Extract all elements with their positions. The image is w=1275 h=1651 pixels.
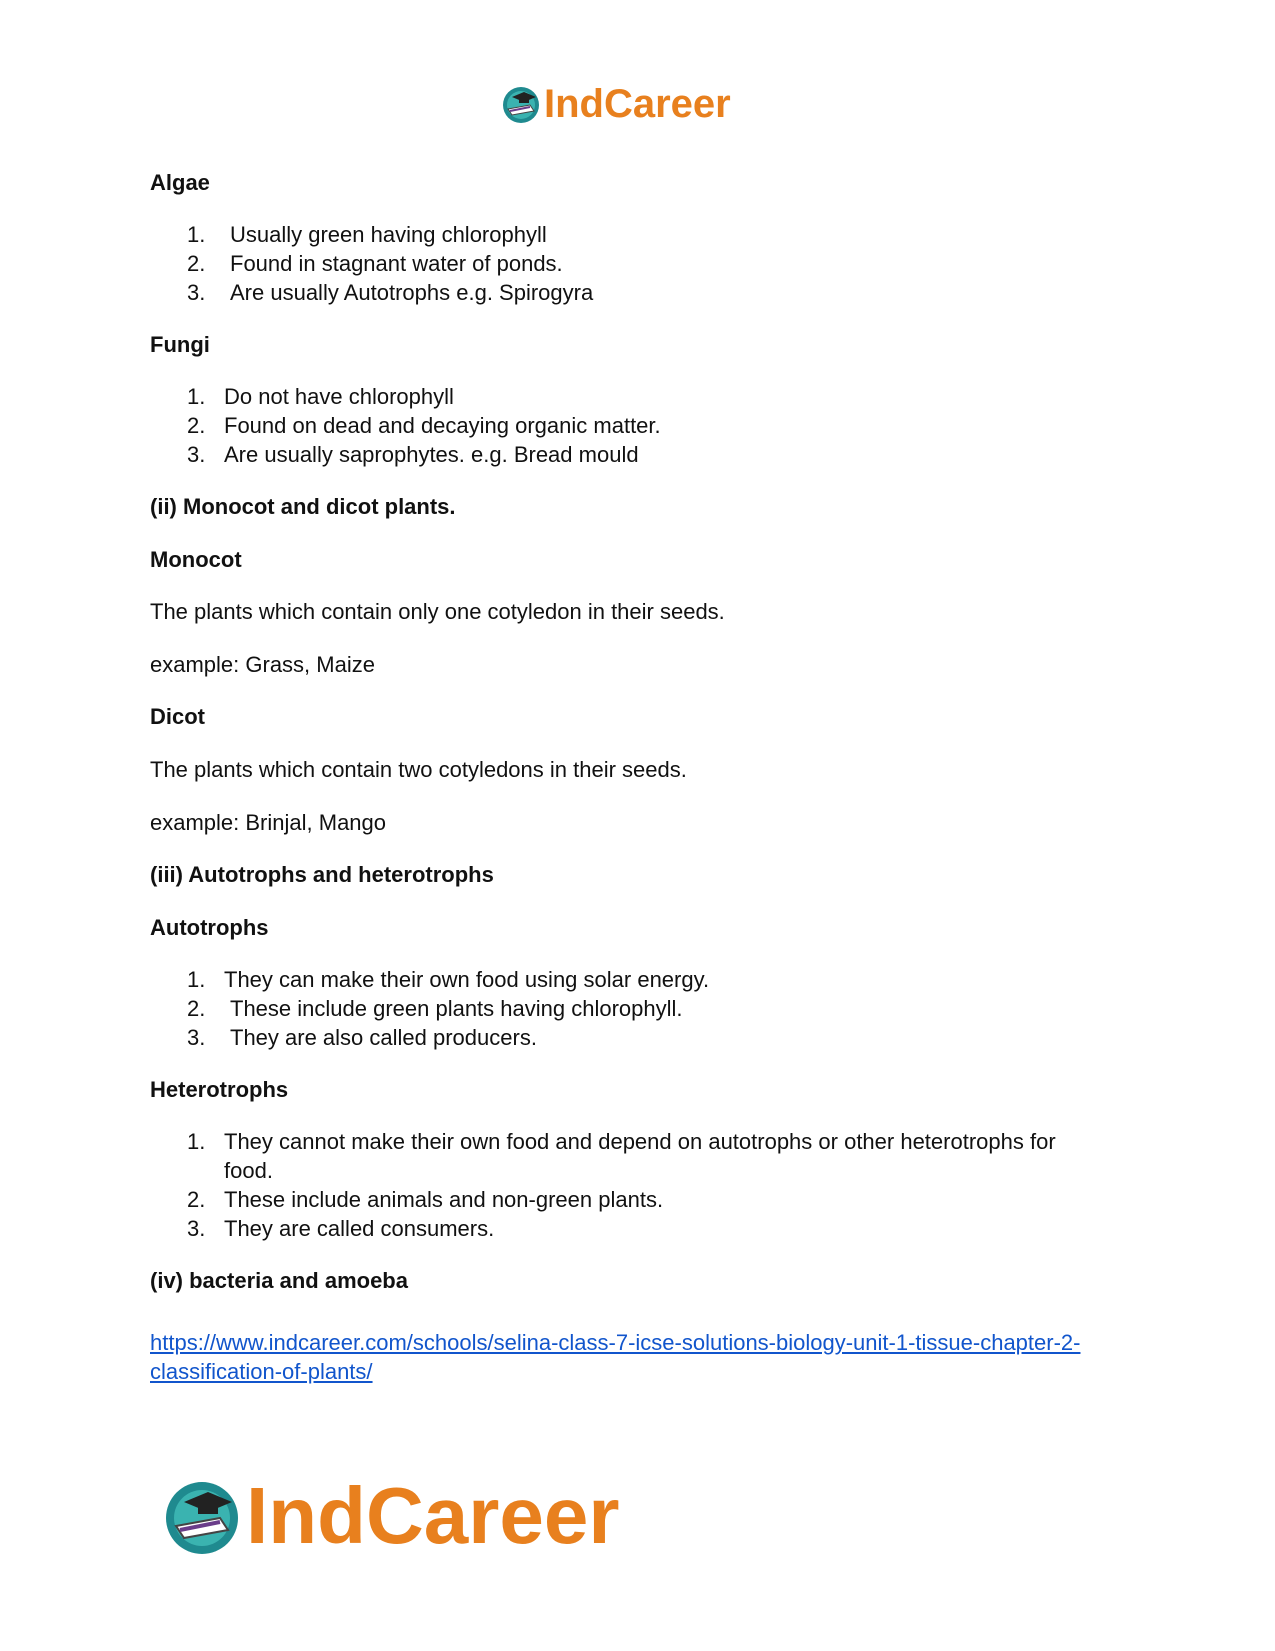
list-number: 2. — [187, 996, 206, 1021]
list-text: food. — [224, 1158, 273, 1183]
list-number: 1. — [187, 1129, 206, 1154]
list-number: 1. — [187, 222, 206, 247]
brand-name: IndCareer — [544, 82, 731, 126]
list-text: Do not have chlorophyll — [224, 384, 454, 409]
list-number: 2. — [187, 1187, 206, 1212]
list-number: 3. — [187, 1216, 206, 1241]
list-number: 3. — [187, 1025, 206, 1050]
footer-logo — [160, 1468, 619, 1564]
source-link-continuation[interactable]: classification-of-plants/ — [150, 1359, 373, 1384]
list-number: 3. — [187, 442, 206, 467]
source-link[interactable]: https://www.indcareer.com/schools/selina-class-7-icse-solutions-biology-unit-1-tissue-chapter-2- — [150, 1330, 1081, 1355]
heading-part-ii: (ii) Monocot and dicot plants. — [150, 494, 456, 519]
list-number: 2. — [187, 413, 206, 438]
list-text: Found in stagnant water of ponds. — [230, 251, 563, 276]
heading-monocot: Monocot — [150, 547, 242, 572]
graduation-globe-icon — [160, 1474, 244, 1558]
brand-name: IndCareer — [246, 1471, 620, 1560]
list-text: They cannot make their own food and depend on autotrophs or other heterotrophs for — [224, 1129, 1056, 1154]
heading-algae: Algae — [150, 170, 210, 195]
graduation-globe-icon — [500, 83, 542, 125]
list-text: They are called consumers. — [224, 1216, 495, 1241]
list-text: They are also called producers. — [230, 1025, 537, 1050]
list-text: These include animals and non-green plants. — [224, 1187, 664, 1212]
list-number: 1. — [187, 384, 206, 409]
heading-autotrophs: Autotrophs — [150, 915, 269, 940]
heading-fungi: Fungi — [150, 332, 210, 357]
heading-heterotrophs: Heterotrophs — [150, 1077, 289, 1102]
heading-dicot: Dicot — [150, 704, 205, 729]
dicot-definition: The plants which contain two cotyledons in their seeds. — [150, 757, 687, 782]
list-text: They can make their own food using solar energy. — [224, 967, 710, 992]
list-number: 2. — [187, 251, 206, 276]
list-number: 1. — [187, 967, 206, 992]
monocot-example: example: Grass, Maize — [150, 652, 375, 677]
header-logo — [500, 80, 731, 128]
dicot-example: example: Brinjal, Mango — [150, 810, 387, 835]
list-text: These include green plants having chlorophyll. — [230, 996, 683, 1021]
list-number: 3. — [187, 280, 206, 305]
monocot-definition: The plants which contain only one cotyledon in their seeds. — [150, 599, 725, 624]
list-text: Are usually saprophytes. e.g. Bread mould — [224, 442, 639, 467]
heading-part-iv: (iv) bacteria and amoeba — [150, 1268, 408, 1293]
heading-part-iii: (iii) Autotrophs and heterotrophs — [150, 862, 494, 887]
list-text: Found on dead and decaying organic matter. — [224, 413, 661, 438]
list-text: Usually green having chlorophyll — [230, 222, 547, 247]
list-text: Are usually Autotrophs e.g. Spirogyra — [230, 280, 594, 305]
